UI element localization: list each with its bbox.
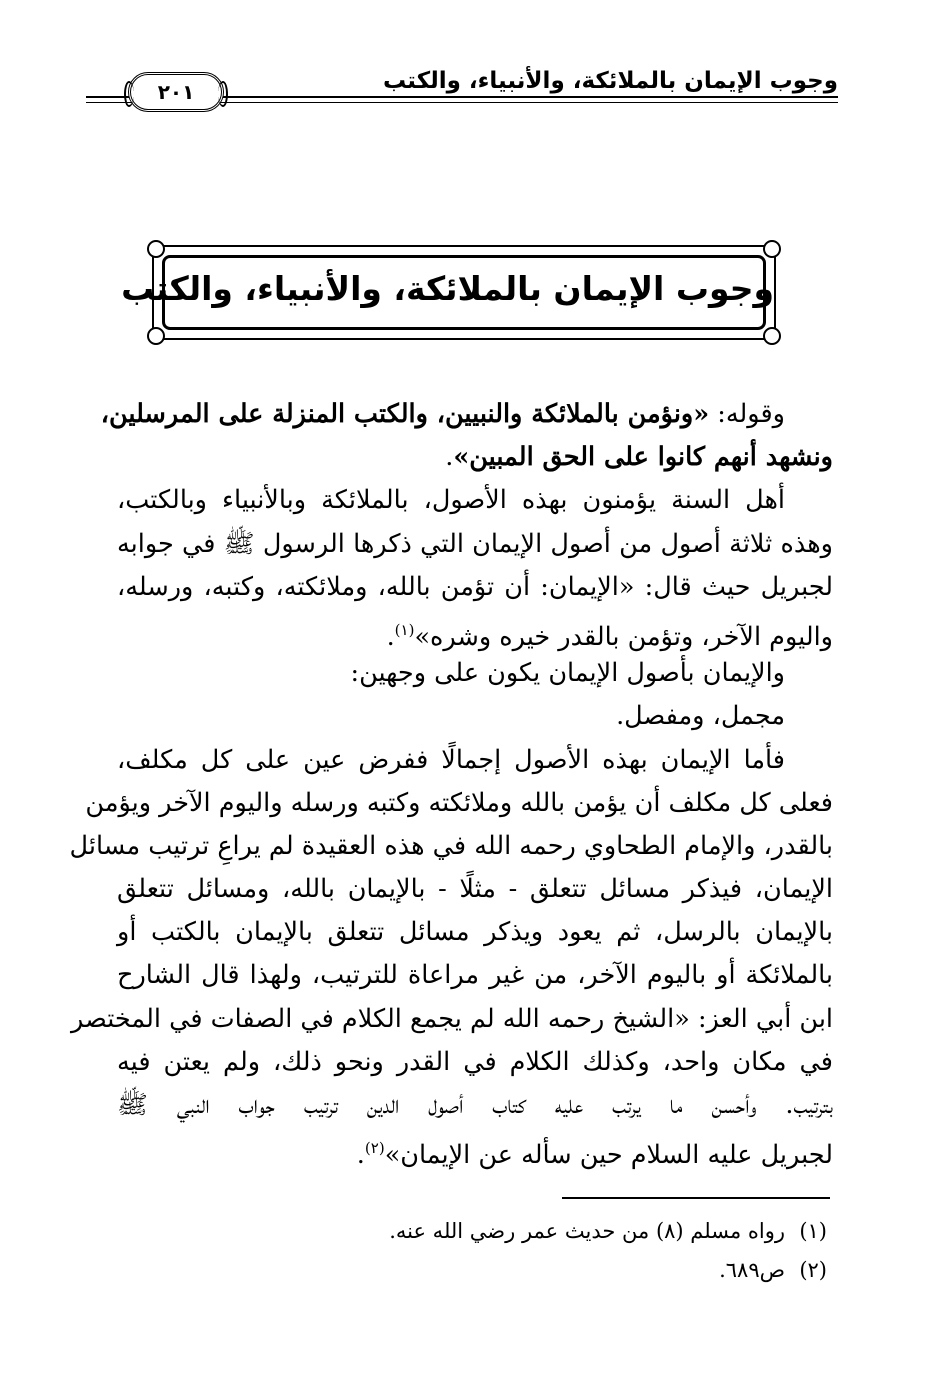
text-line [117, 1127, 833, 1170]
text-line: بالإيمان بالرسل، ثم يعود ويذكر مسائل تتعلق بالإيمان بالكتب أو [117, 917, 833, 948]
text-line [117, 609, 833, 652]
frame-corner-ornament [147, 327, 165, 345]
text-line: ابن أبي العز: «الشيخ رحمه الله لم يجمع الكلام في الصفات في المختصر [71, 1003, 833, 1034]
quoted-text: لجبريل عليه السلام حين سأله عن الإيمان» [384, 1140, 833, 1171]
text-line: والإيمان بأصول الإيمان يكون على وجهين: [350, 658, 785, 689]
footnote-reference: (١) [394, 620, 415, 639]
footnote-text: ص٦٨٩. [719, 1258, 785, 1282]
text-line: في مكان واحد، وكذلك الكلام في القدر ونحو ذلك، ولم يعتن فيه [117, 1046, 833, 1077]
running-title: وجوب الإيمان بالملائكة، والأنبياء، والكتب [382, 68, 838, 94]
footnote-separator [562, 1197, 830, 1199]
chapter-title: وجوب الإيمان بالملائكة، والأنبياء، والكتب [121, 269, 774, 308]
footnote [327, 1251, 827, 1290]
quoted-creed-text: ونشهد أنهم كانوا على الحق المبين» [453, 442, 833, 473]
chapter-title-frame [121, 245, 776, 340]
page-number: ٢٠١ [128, 72, 224, 112]
footnote-text: رواه مسلم (٨) من حديث عمر رضي الله عنه. [389, 1219, 785, 1243]
quote-intro: وقوله: [709, 399, 785, 429]
running-header [86, 60, 838, 124]
quoted-creed-text: «ونؤمن بالملائكة والنبيين، والكتب المنزلة على المرسلين، [100, 399, 710, 429]
footnote [327, 1212, 827, 1251]
text-line: وهذه ثلاثة أصول من أصول الإيمان التي ذكرها الرسول ﷺ في جوابه [117, 528, 833, 559]
text-line: فعلى كل مكلف أن يؤمن بالله وملائكته وكتبه ورسله واليوم الآخر ويؤمن [85, 787, 833, 818]
frame-corner-ornament [147, 240, 165, 258]
text-line: بالقدر، والإمام الطحاوي رحمه الله في هذه العقيدة لم يراعِ ترتيب مسائل [69, 830, 833, 861]
text-line: بترتيب. وأحسن ما يرتب عليه كتاب أصول الدين ترتيب جواب النبي ﷺ [117, 1090, 833, 1120]
text-line [100, 393, 833, 436]
punctuation: . [445, 442, 454, 473]
frame-corner-ornament [763, 240, 781, 258]
footnote-marker: (١) [799, 1219, 827, 1243]
punctuation: . [356, 1140, 365, 1171]
text-line: لجبريل حيث قال: «الإيمان: أن تؤمن بالله، وملائكته، وكتبه، ورسله، [117, 571, 834, 602]
text-line: بالملائكة أو باليوم الآخر، من غير مراعاة للترتيب، ولهذا قال الشارح [117, 960, 833, 991]
footnote-reference: (٢) [364, 1139, 385, 1158]
text-line [117, 436, 833, 479]
hadith-quote: واليوم الآخر، وتؤمن بالقدر خيره وشره» [414, 621, 833, 652]
footnote-marker: (٢) [799, 1258, 827, 1282]
text-line: فأما الإيمان بهذه الأصول إجمالًا ففرض عين على كل مكلف، [117, 744, 785, 775]
frame-corner-ornament [763, 327, 781, 345]
body-text [69, 393, 834, 1171]
text-line: أهل السنة يؤمنون بهذه الأصول، بالملائكة وبالأنبياء وبالكتب، [117, 485, 785, 516]
text-line: الإيمان، فيذكر مسائل تتعلق - مثلًا - بالإيمان بالله، ومسائل تتعلق [117, 874, 833, 905]
text-line: مجمل، ومفصل. [616, 701, 785, 732]
punctuation: . [386, 621, 395, 652]
footnotes [327, 1212, 827, 1290]
